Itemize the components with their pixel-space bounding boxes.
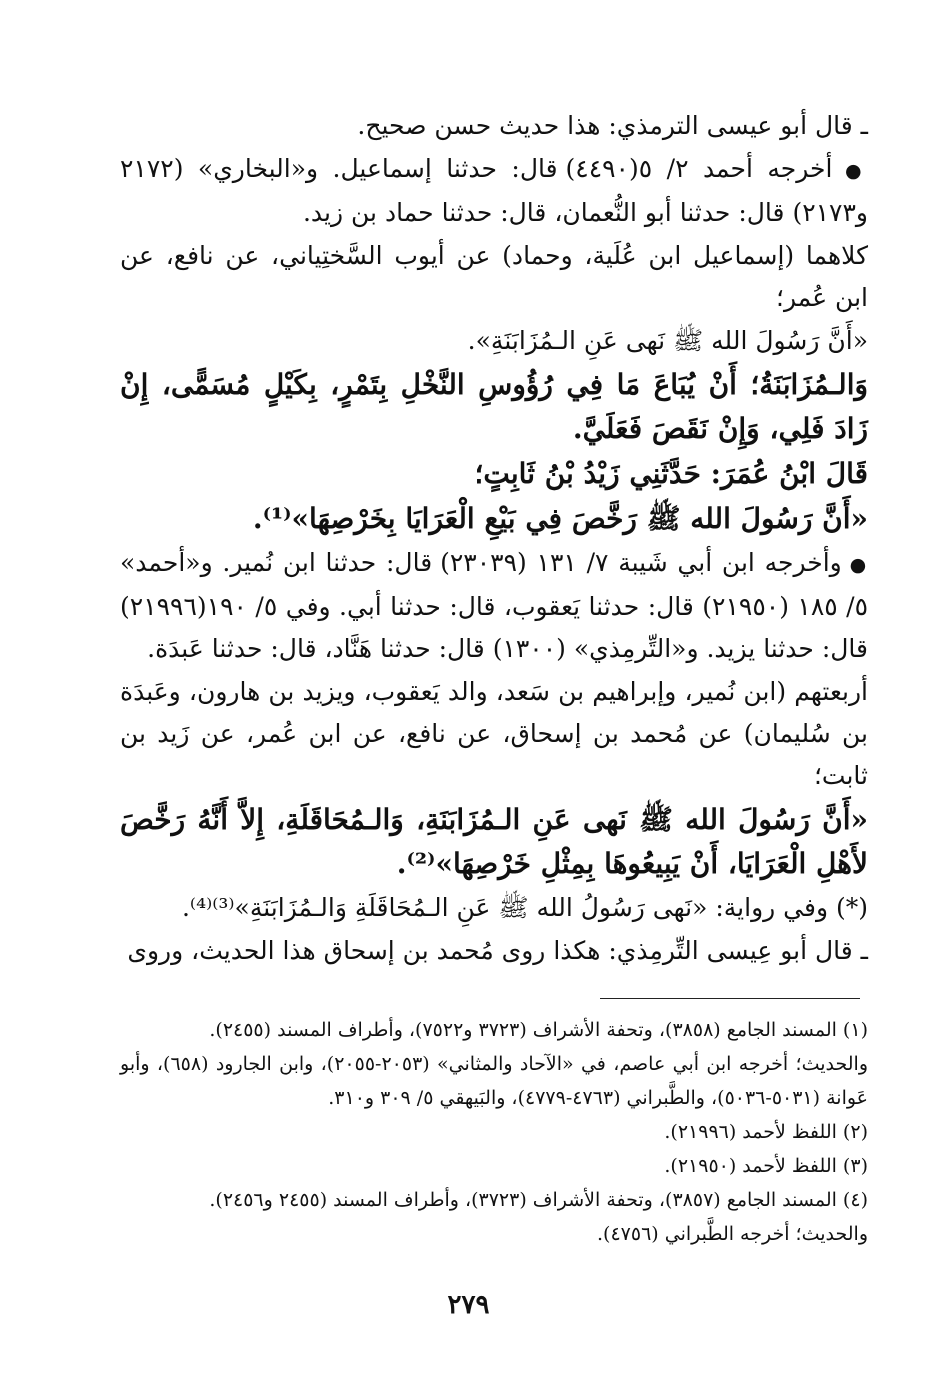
footnote-3: (٣) اللفظ لأحمد (٢١٩٥٠).	[664, 1155, 868, 1177]
paragraph-hadith-text-1: «أَنَّ رَسُولَ الله ﷺ نَهى عَنِ الـمُزَابَنَةِ».	[467, 326, 868, 355]
paragraph-ibn-abi-shayba-sources: ● وأخرجه ابن أبي شَيبة ٧/ ١٣١ (٢٣٠٣٩) قال: حدثنا ابن نُمير. و«أحمد» ٥/ ١٨٥ (٢١٩٥٠) قال: حدثنا يَعقوب، قال: حدثنا أبي. وفي ٥/ ١٩٠(٢١٩٩٦) قال: حدثنا يزيد. و«التِّرمِذي» (١٣٠٠) قال: حدثنا هَنَّاد، قال: حدثنا عَبدَة.	[120, 542, 868, 670]
paragraph-hadith-text-2: «أَنَّ رَسُولَ الله ﷺ نَهى عَنِ الـمُزَابَنَةِ، وَالـمُحَاقَلَةِ، إِلاَّ أَنَّهُ رَخَّصَ لأَهْلِ الْعَرَايَا، أَنْ يَبِيعُوهَا بِمِثْلِ خَرْصِهَا»⁽²⁾.	[120, 803, 868, 880]
paragraph-ahmad-bukhari-sources: ● أخرجه أحمد ٢/ ٥(٤٤٩٠) قال: حدثنا إسماعيل. و«البخاري» (٢١٧٢ و٢١٧٣) قال: حدثنا أبو النُّعمان، قال: حدثنا حماد بن زيد.	[120, 148, 868, 234]
page-number: ٢٧٩	[447, 1290, 490, 1320]
paragraph-ibn-umar-saying: قَالَ ابْنُ عُمَرَ: حَدَّثَنِي زَيْدُ بْنُ ثَابِتٍ؛	[474, 457, 868, 490]
paragraph-alternate-narration: (*) وفي رواية: «نَهى رَسُولُ الله ﷺ عَنِ الـمُحَاقَلَةِ وَالـمُزَابَنَةِ»⁽³⁾⁽⁴⁾.	[181, 893, 868, 922]
paragraph-tirmidhi-comment: ـ قال أبو عِيسى التِّرمِذي: هكذا روى مُحمد بن إسحاق هذا الحديث، وروى	[127, 936, 868, 965]
footnote-divider	[600, 998, 860, 999]
paragraph-tirmidhi-verdict: ـ قال أبو عيسى الترمذي: هذا حديث حسن صحيح.	[357, 111, 868, 140]
paragraph-chain-2: أربعتهم (ابن نُمير، وإبراهيم بن سَعد، والد يَعقوب، ويزيد بن هارون، وعَبدَة بن سُليمان) عن مُحمد بن إسحاق، عن نافع، عن ابن عُمر، عن زَيد بن ثابت؛	[120, 677, 868, 790]
paragraph-muzabana-definition: وَالـمُزَابَنَةُ؛ أَنْ يُبَاعَ مَا فِي رُؤُوسِ النَّخْلِ بِتَمْرٍ، بِكَيْلٍ مُسَمًّى، إِنْ زَادَ فَلِي، وَإِنْ نَقَصَ فَعَلَيَّ.	[120, 368, 868, 445]
main-text	[120, 105, 868, 973]
footnote-1: (١) المسند الجامع (٣٨٥٨)، وتحفة الأشراف (٣٧٢٣ و٧٥٢٢)، وأطراف المسند (٢٤٥٥).	[209, 1019, 868, 1041]
footnote-4-continued: والحديث؛ أخرجه الطَّبراني (٤٧٥٦).	[597, 1223, 868, 1245]
footnote-4: (٤) المسند الجامع (٣٨٥٧)، وتحفة الأشراف (٣٧٢٣)، وأطراف المسند (٢٤٥٥ و٢٤٥٦).	[209, 1189, 868, 1211]
footnote-1-continued: والحديث؛ أخرجه ابن أبي عاصم، في «الآحاد والمثاني» (٢٠٥٣-٢٠٥٥)، وابن الجارود (٦٥٨)، وأبو عَوانة (٥٠٣١-٥٠٣٦)، والطَّبراني (٤٧٦٣-٤٧٧٩)، والبَيهقي ٥/ ٣٠٩ و٣١٠.	[120, 1053, 868, 1109]
footnote-2: (٢) اللفظ لأحمد (٢١٩٩٦).	[664, 1121, 868, 1143]
paragraph-chain-1: كلاهما (إسماعيل ابن عُلَية، وحماد) عن أيوب السَّختِياني، عن نافع، عن ابن عُمر؛	[120, 241, 868, 312]
paragraph-hadith-araya: «أَنَّ رَسُولَ الله ﷺ رَخَّصَ فِي بَيْعِ الْعَرَايَا بِخَرْصِهَا»⁽¹⁾.	[252, 502, 868, 535]
footnotes	[120, 1013, 868, 1251]
